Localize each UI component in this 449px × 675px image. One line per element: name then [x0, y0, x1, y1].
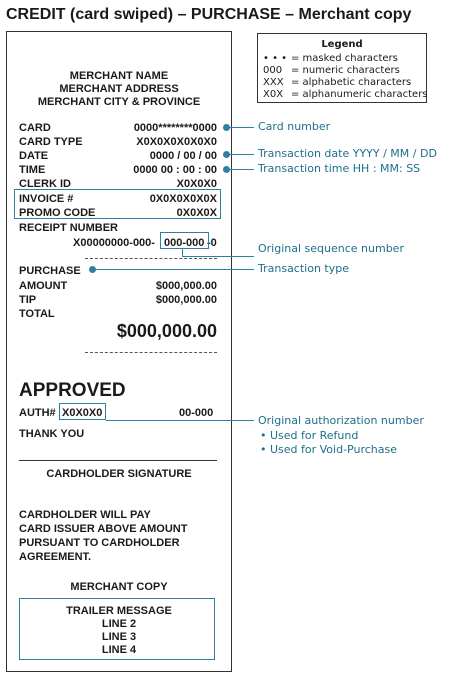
auth-extra: 00-000: [179, 407, 214, 419]
auth-connector: [106, 420, 254, 421]
invoice-label: INVOICE #: [19, 193, 74, 205]
card-label: CARD: [19, 122, 51, 134]
invoice-value: 0X0X0X0X0X: [149, 193, 217, 205]
card-number-connector: [229, 127, 254, 128]
card-type-label: CARD TYPE: [19, 136, 83, 148]
card-value: 0000********0000: [133, 122, 217, 134]
time-connector: [229, 169, 254, 170]
merchant-address: MERCHANT ADDRESS: [59, 83, 179, 95]
clerk-id-value: X0X0X0: [176, 178, 217, 190]
approval-status: APPROVED: [19, 380, 126, 401]
time-value: 0000 00 : 00 : 00: [133, 164, 217, 176]
agreement-line-3: PURSUANT TO CARDHOLDER: [19, 537, 180, 549]
auth-code: X0X0X0: [62, 407, 103, 419]
tip-value: $000,000.00: [155, 294, 217, 306]
total-label: TOTAL: [19, 308, 55, 320]
receipt-number-prefix: X00000000-000-: [73, 237, 155, 249]
divider-2: [85, 352, 217, 353]
legend-symbol-alpha: XXX: [263, 77, 284, 88]
receipt: [6, 31, 232, 672]
legend-meaning-masked: = masked characters: [291, 53, 398, 64]
clerk-id-label: CLERK ID: [19, 178, 71, 190]
legend-title: Legend: [321, 39, 363, 50]
transaction-type-connector: [95, 269, 254, 270]
thank-you: THANK YOU: [19, 428, 85, 440]
legend-symbol-alnum: X0X: [263, 89, 284, 100]
merchant-name: MERCHANT NAME: [69, 70, 169, 82]
page-title: CREDIT (card swiped) – PURCHASE – Merchant copy: [6, 6, 412, 23]
copy-label: MERCHANT COPY: [70, 581, 168, 593]
transaction-type-annotation: Transaction type: [258, 262, 349, 275]
promo-code-label: PROMO CODE: [19, 207, 96, 219]
transaction-type: PURCHASE: [19, 265, 81, 277]
legend-meaning-alnum: = alphanumeric characters: [291, 89, 428, 100]
legend-symbol-masked: • • •: [263, 53, 288, 64]
legend-meaning-alpha: = alphabetic characters: [291, 77, 412, 88]
divider-1: [85, 258, 217, 259]
time-label: TIME: [19, 164, 46, 176]
transaction-date-annotation: Transaction date YYYY / MM / DD: [258, 147, 437, 160]
invoice-promo-highlight: [14, 189, 221, 219]
original-auth-annotation: Original authorization number: [258, 414, 424, 427]
legend-box: [257, 33, 427, 103]
trailer-line-4: LINE 4: [101, 644, 137, 656]
card-number-annotation: Card number: [258, 120, 331, 133]
legend-meaning-numeric: = numeric characters: [291, 65, 400, 76]
receipt-number-suffix: -0: [207, 237, 217, 249]
sequence-connector: [182, 256, 254, 257]
legend-symbol-numeric: 000: [263, 65, 283, 76]
merchant-city: MERCHANT CITY & PROVINCE: [37, 96, 201, 108]
total-value: $000,000.00: [116, 321, 217, 341]
date-value: 0000 / 00 / 00: [149, 150, 217, 162]
receipt-number-seq: 000-000: [164, 237, 205, 249]
transaction-time-annotation: Transaction time HH : MM: SS: [258, 162, 421, 175]
promo-code-value: 0X0X0X: [176, 207, 217, 219]
date-connector: [229, 154, 254, 155]
signature-label: CARDHOLDER SIGNATURE: [46, 468, 192, 480]
auth-use-refund: • Used for Refund: [260, 429, 359, 442]
agreement-line-2: CARD ISSUER ABOVE AMOUNT: [19, 523, 188, 535]
receipt-number-label: RECEIPT NUMBER: [19, 222, 119, 234]
signature-line: [19, 460, 217, 461]
agreement-line-1: CARDHOLDER WILL PAY: [19, 509, 151, 521]
agreement-line-4: AGREEMENT.: [19, 551, 92, 563]
trailer-line-3: LINE 3: [101, 631, 137, 643]
amount-value: $000,000.00: [155, 280, 217, 292]
auth-use-void: • Used for Void-Purchase: [260, 443, 397, 456]
trailer-message: TRAILER MESSAGE: [66, 605, 172, 617]
card-type-value: X0X0X0X0X0X0: [136, 136, 217, 148]
trailer-line-2: LINE 2: [101, 618, 137, 630]
date-label: DATE: [19, 150, 49, 162]
original-sequence-annotation: Original sequence number: [258, 242, 404, 255]
amount-label: AMOUNT: [19, 280, 68, 292]
auth-code-highlight: [59, 403, 106, 420]
tip-label: TIP: [19, 294, 37, 306]
auth-label: AUTH#: [19, 407, 56, 419]
sequence-number-highlight: [160, 232, 209, 249]
